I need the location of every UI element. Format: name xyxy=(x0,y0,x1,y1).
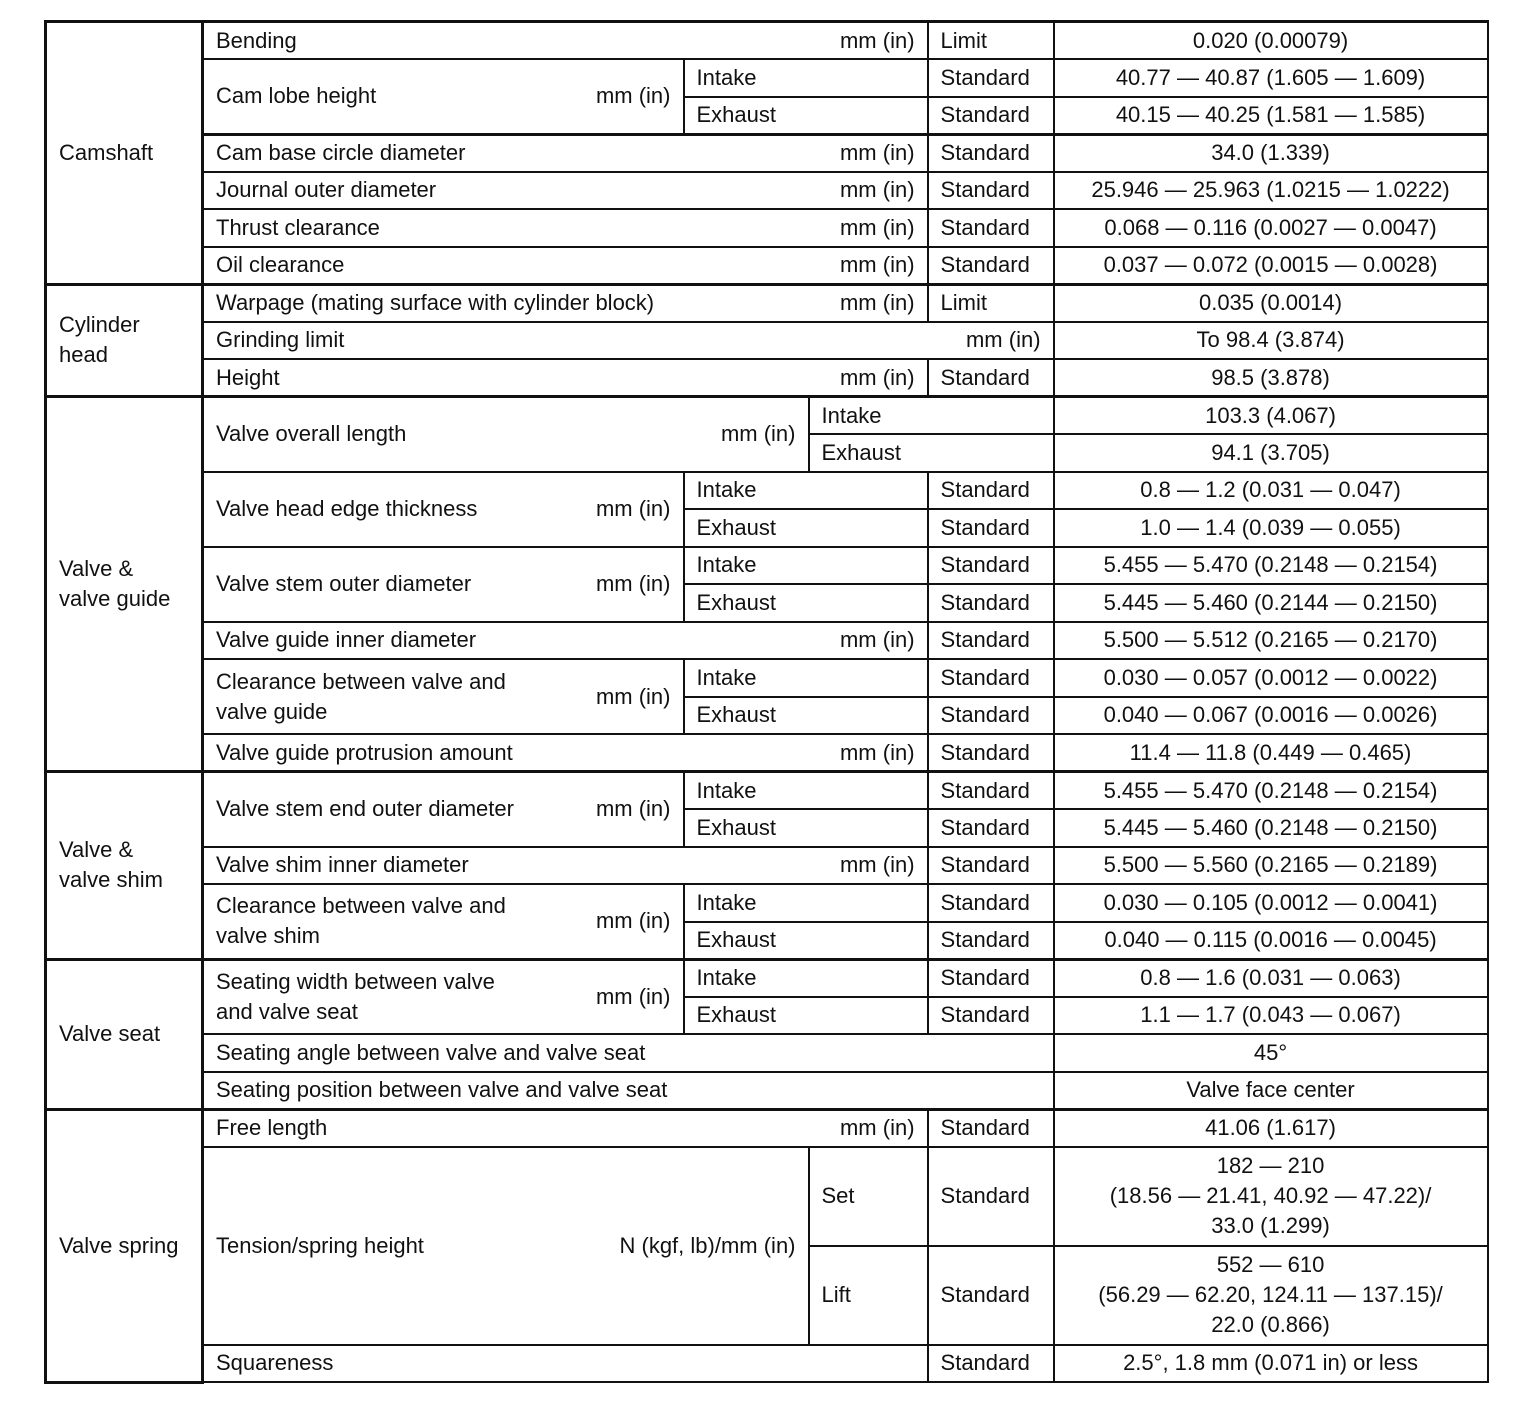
item-cell xyxy=(203,1109,928,1147)
spec-value: 0.040 — 0.115 (0.0016 — 0.0045) xyxy=(1054,922,1488,960)
table-row xyxy=(46,359,1488,397)
unit: mm (in) xyxy=(839,739,915,765)
unit: mm (in) xyxy=(595,908,671,934)
spec-value: 552 — 610 (56.29 — 62.20, 124.11 — 137.15)/ 22.0 (0.866) xyxy=(1054,1246,1488,1345)
sub-label: Exhaust xyxy=(684,809,928,847)
table-row xyxy=(46,22,1488,60)
spec-value: To 98.4 (3.874) xyxy=(1054,322,1488,360)
table-row xyxy=(46,884,1488,922)
item-cell xyxy=(203,247,928,285)
item-cell xyxy=(203,172,928,210)
table-row xyxy=(46,172,1488,210)
unit: mm (in) xyxy=(839,627,915,653)
group-label: Valve & valve guide xyxy=(46,397,203,772)
spec-type: Standard xyxy=(928,472,1054,510)
item-cell xyxy=(203,134,928,172)
unit: N (kgf, lb)/mm (in) xyxy=(619,1232,796,1258)
sub-label: Exhaust xyxy=(684,922,928,960)
spec-value: Valve face center xyxy=(1054,1072,1488,1110)
table-row xyxy=(46,1072,1488,1110)
sub-label: Intake xyxy=(684,59,928,97)
unit: mm (in) xyxy=(839,290,915,315)
spec-type: Standard xyxy=(928,172,1054,210)
sub-label: Intake xyxy=(684,772,928,810)
spec-value: 41.06 (1.617) xyxy=(1054,1109,1488,1147)
sub-label: Intake xyxy=(684,959,928,997)
unit: mm (in) xyxy=(720,421,796,447)
group-label: Camshaft xyxy=(46,22,203,285)
spec-value: 5.445 — 5.460 (0.2148 — 0.2150) xyxy=(1054,809,1488,847)
table-row xyxy=(46,397,1488,435)
item-cell xyxy=(203,772,684,847)
spec-type: Standard xyxy=(928,359,1054,397)
item-name: Bending xyxy=(216,27,297,53)
table-row xyxy=(46,959,1488,997)
item-name: Squareness xyxy=(203,1345,928,1383)
sub-label: Intake xyxy=(684,884,928,922)
sub-label: Exhaust xyxy=(684,97,928,135)
unit: mm (in) xyxy=(595,83,671,109)
sub-label: Lift xyxy=(809,1246,928,1345)
table-row xyxy=(46,659,1488,697)
item-cell xyxy=(203,884,684,959)
item-name: Grinding limit xyxy=(216,327,345,353)
spec-value: 0.020 (0.00079) xyxy=(1054,22,1488,60)
spec-type: Standard xyxy=(928,59,1054,97)
sub-label: Exhaust xyxy=(684,509,928,547)
group-label: Valve spring xyxy=(46,1109,203,1382)
spec-value: 94.1 (3.705) xyxy=(1054,434,1488,472)
item-cell xyxy=(203,284,928,322)
table-row xyxy=(46,1147,1488,1246)
item-cell xyxy=(203,959,684,1034)
item-cell xyxy=(203,547,684,622)
table-row xyxy=(46,622,1488,660)
spec-type: Standard xyxy=(928,1147,1054,1246)
sub-label: Intake xyxy=(684,472,928,510)
spec-value: 2.5°, 1.8 mm (0.071 in) or less xyxy=(1054,1345,1488,1383)
item-name: Valve head edge thickness xyxy=(216,496,478,521)
sub-label: Exhaust xyxy=(684,697,928,735)
spec-value: 0.040 — 0.067 (0.0016 — 0.0026) xyxy=(1054,697,1488,735)
spec-type: Standard xyxy=(928,884,1054,922)
item-cell xyxy=(203,734,928,772)
spec-value: 5.445 — 5.460 (0.2144 — 0.2150) xyxy=(1054,584,1488,622)
item-name: Valve guide protrusion amount xyxy=(216,739,513,765)
spec-value: 1.0 — 1.4 (0.039 — 0.055) xyxy=(1054,509,1488,547)
item-name: Valve stem end outer diameter xyxy=(216,796,514,822)
item-cell xyxy=(203,847,928,885)
spec-type: Standard xyxy=(928,697,1054,735)
spec-value: 0.030 — 0.105 (0.0012 — 0.0041) xyxy=(1054,884,1488,922)
group-label: Valve seat xyxy=(46,959,203,1109)
spec-value: 5.500 — 5.560 (0.2165 — 0.2189) xyxy=(1054,847,1488,885)
spec-type: Standard xyxy=(928,809,1054,847)
spec-value: 0.030 — 0.057 (0.0012 — 0.0022) xyxy=(1054,659,1488,697)
spec-type: Standard xyxy=(928,134,1054,172)
spec-value: 103.3 (4.067) xyxy=(1054,397,1488,435)
sub-label: Intake xyxy=(809,397,1054,435)
spec-type: Standard xyxy=(928,584,1054,622)
item-name: Seating angle between valve and valve seat xyxy=(203,1034,1054,1072)
spec-value: 40.77 — 40.87 (1.605 — 1.609) xyxy=(1054,59,1488,97)
item-name: Tension/spring height xyxy=(216,1232,424,1258)
item-name: Clearance between valve and valve guide xyxy=(216,668,506,724)
unit: mm (in) xyxy=(839,177,915,203)
item-name: Valve shim inner diameter xyxy=(216,852,469,878)
spec-type: Standard xyxy=(928,209,1054,247)
unit: mm (in) xyxy=(839,364,915,390)
table-row xyxy=(46,1109,1488,1147)
item-name: Height xyxy=(216,364,280,390)
item-name: Warpage (mating surface with cylinder block) xyxy=(216,290,655,315)
item-cell xyxy=(203,472,684,547)
table-row xyxy=(46,247,1488,285)
service-data-table xyxy=(44,20,1489,1384)
item-name: Cam lobe height xyxy=(216,83,377,109)
item-name: Thrust clearance xyxy=(216,214,380,240)
item-cell xyxy=(203,22,928,60)
spec-type: Standard xyxy=(928,959,1054,997)
item-name: Free length xyxy=(216,1115,328,1140)
spec-value: 0.8 — 1.2 (0.031 — 0.047) xyxy=(1054,472,1488,510)
spec-value: 5.455 — 5.470 (0.2148 — 0.2154) xyxy=(1054,772,1488,810)
spec-type: Standard xyxy=(928,1246,1054,1345)
spec-value: 0.8 — 1.6 (0.031 — 0.063) xyxy=(1054,959,1488,997)
item-cell xyxy=(203,1147,809,1345)
item-cell xyxy=(203,622,928,660)
unit: mm (in) xyxy=(595,796,671,822)
table-row xyxy=(46,209,1488,247)
spec-type: Standard xyxy=(928,547,1054,585)
item-cell xyxy=(203,209,928,247)
unit: mm (in) xyxy=(595,571,671,596)
spec-type: Standard xyxy=(928,1109,1054,1147)
item-name: Valve stem outer diameter xyxy=(216,571,472,596)
spec-value: 25.946 — 25.963 (1.0215 — 1.0222) xyxy=(1054,172,1488,210)
item-name: Journal outer diameter xyxy=(216,177,437,203)
sub-label: Exhaust xyxy=(684,997,928,1035)
spec-type: Standard xyxy=(928,622,1054,660)
spec-value: 0.037 — 0.072 (0.0015 — 0.0028) xyxy=(1054,247,1488,285)
item-name: Cam base circle diameter xyxy=(216,140,466,165)
spec-value: 182 — 210 (18.56 — 21.41, 40.92 — 47.22)/ 33.0 (1.299) xyxy=(1054,1147,1488,1246)
unit: mm (in) xyxy=(839,1115,915,1140)
spec-value: 0.035 (0.0014) xyxy=(1054,284,1488,322)
item-cell xyxy=(203,397,809,472)
unit: mm (in) xyxy=(965,327,1041,353)
item-cell xyxy=(203,359,928,397)
unit: mm (in) xyxy=(595,496,671,521)
item-name: Seating width between valve and valve seat xyxy=(216,968,495,1024)
spec-type: Standard xyxy=(928,1345,1054,1383)
unit: mm (in) xyxy=(595,983,671,1009)
table-row xyxy=(46,547,1488,585)
spec-type: Standard xyxy=(928,247,1054,285)
spec-type: Limit xyxy=(928,22,1054,60)
sub-label: Exhaust xyxy=(809,434,1054,472)
unit: mm (in) xyxy=(839,214,915,240)
sub-label: Intake xyxy=(684,547,928,585)
spec-type: Standard xyxy=(928,734,1054,772)
item-cell xyxy=(203,659,684,734)
table-row xyxy=(46,322,1488,360)
spec-type: Limit xyxy=(928,284,1054,322)
spec-value: 5.500 — 5.512 (0.2165 — 0.2170) xyxy=(1054,622,1488,660)
unit: mm (in) xyxy=(595,683,671,709)
spec-value: 1.1 — 1.7 (0.043 — 0.067) xyxy=(1054,997,1488,1035)
item-cell xyxy=(203,322,1054,360)
spec-value: 34.0 (1.339) xyxy=(1054,134,1488,172)
spec-value: 11.4 — 11.8 (0.449 — 0.465) xyxy=(1054,734,1488,772)
item-name: Valve guide inner diameter xyxy=(216,627,477,653)
unit: mm (in) xyxy=(839,27,915,53)
spec-type: Standard xyxy=(928,922,1054,960)
spec-value: 0.068 — 0.116 (0.0027 — 0.0047) xyxy=(1054,209,1488,247)
unit: mm (in) xyxy=(839,852,915,878)
group-label: Valve & valve shim xyxy=(46,772,203,960)
spec-type: Standard xyxy=(928,97,1054,135)
spec-type: Standard xyxy=(928,772,1054,810)
table-row xyxy=(46,847,1488,885)
table-row xyxy=(46,134,1488,172)
sub-label: Exhaust xyxy=(684,584,928,622)
item-name: Seating position between valve and valve seat xyxy=(203,1072,1054,1110)
spec-value: 5.455 — 5.470 (0.2148 — 0.2154) xyxy=(1054,547,1488,585)
item-name: Oil clearance xyxy=(216,252,345,277)
sub-label: Intake xyxy=(684,659,928,697)
spec-type: Standard xyxy=(928,659,1054,697)
spec-type: Standard xyxy=(928,847,1054,885)
sub-label: Set xyxy=(809,1147,928,1246)
table-row xyxy=(46,1034,1488,1072)
spec-type: Standard xyxy=(928,509,1054,547)
table-row xyxy=(46,772,1488,810)
item-cell xyxy=(203,59,684,134)
group-label: Cylinder head xyxy=(46,284,203,397)
table-row xyxy=(46,59,1488,97)
table-row xyxy=(46,1345,1488,1383)
item-name: Valve overall length xyxy=(216,421,407,447)
table-row xyxy=(46,472,1488,510)
table-row xyxy=(46,734,1488,772)
unit: mm (in) xyxy=(839,140,915,165)
spec-value: 98.5 (3.878) xyxy=(1054,359,1488,397)
spec-value: 45° xyxy=(1054,1034,1488,1072)
table-row xyxy=(46,284,1488,322)
item-name: Clearance between valve and valve shim xyxy=(216,893,506,949)
spec-value: 40.15 — 40.25 (1.581 — 1.585) xyxy=(1054,97,1488,135)
unit: mm (in) xyxy=(839,252,915,277)
spec-type: Standard xyxy=(928,997,1054,1035)
